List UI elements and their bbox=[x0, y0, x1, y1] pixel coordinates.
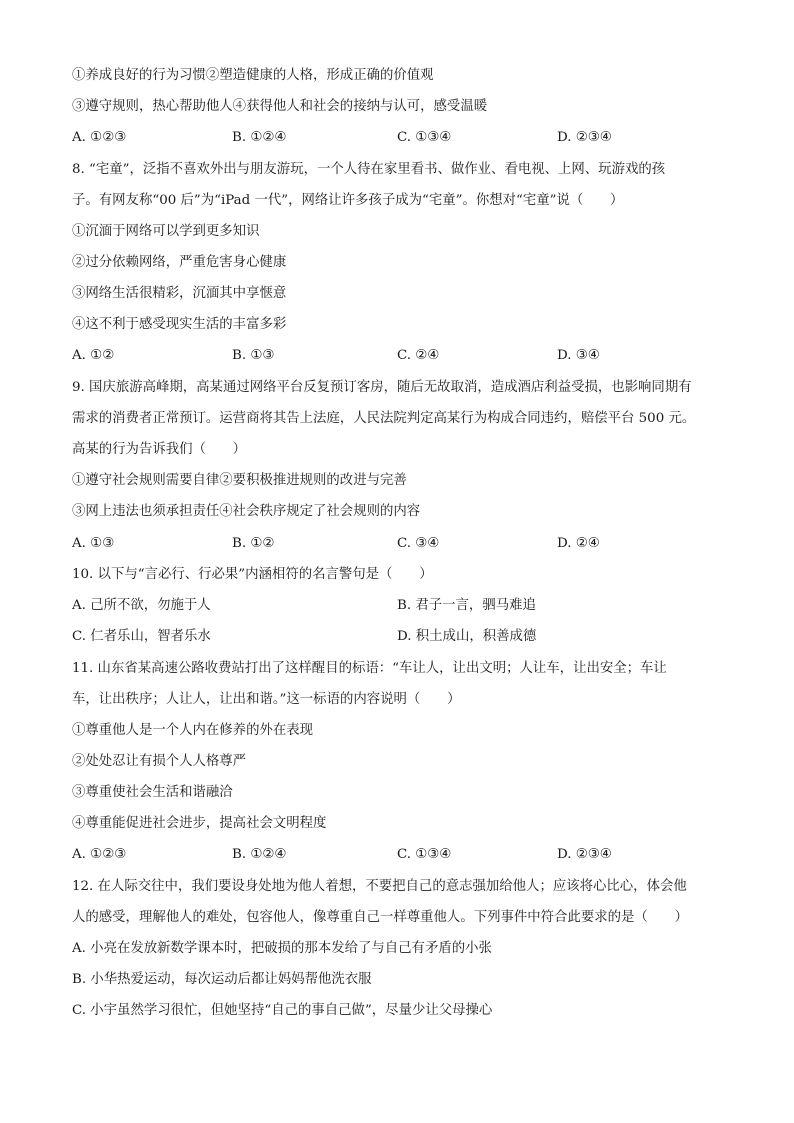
q9-stem-line-2: 需求的消费者正常预订。运营商将其告上法庭，人民法院判定高某行为构成合同违约，赔偿平台 500 元。 bbox=[72, 411, 696, 426]
q11-option-a[interactable]: A. ①②③ bbox=[72, 847, 127, 862]
q9-option-a[interactable]: A. ①③ bbox=[72, 536, 115, 551]
q9-option-d[interactable]: D. ②④ bbox=[557, 536, 600, 551]
q11-stem-line-1: 11. 山东省某高速公路收费站打出了这样醒目的标语：“车让人，让出文明；人让车，让出安全；车让 bbox=[72, 661, 667, 676]
q11-option-b[interactable]: B. ①②④ bbox=[232, 847, 287, 862]
q10-option-a[interactable]: A. 己所不欲，勿施于人 bbox=[72, 598, 211, 613]
q7-option-a[interactable]: A. ①②③ bbox=[72, 130, 127, 145]
q11-stem-line-2: 车，让出秩序；人让人，让出和谐。”这一标语的内容说明（ ） bbox=[72, 692, 461, 707]
q12-option-c[interactable]: C. 小宇虽然学习很忙，但她坚持“自己的事自己做”，尽量少让父母操心 bbox=[72, 1003, 493, 1018]
q8-statement-2: ②过分依赖网络，严重危害身心健康 bbox=[72, 255, 287, 270]
q10-option-b[interactable]: B. 君子一言，驷马难追 bbox=[397, 598, 536, 613]
q11-statement-2: ②处处忍让有损个人人格尊严 bbox=[72, 754, 247, 769]
q8-stem-line-2: 子。有网友称“00 后”为“iPad 一代”，网络让许多孩子成为“宅童”。你想对“宅童”说（ ） bbox=[72, 193, 624, 208]
q8-option-c[interactable]: C. ②④ bbox=[397, 348, 440, 363]
q8-statement-1: ①沉湎于网络可以学到更多知识 bbox=[72, 224, 260, 239]
q11-option-d[interactable]: D. ②③④ bbox=[557, 847, 612, 862]
q9-option-b[interactable]: B. ①② bbox=[232, 536, 275, 551]
q7-option-c[interactable]: C. ①③④ bbox=[397, 130, 452, 145]
q10-stem: 10. 以下与“言必行、行必果”内涵相符的名言警句是（ ） bbox=[72, 567, 433, 582]
q8-option-b[interactable]: B. ①③ bbox=[232, 348, 275, 363]
q11-statement-3: ③尊重使社会生活和谐融洽 bbox=[72, 785, 233, 800]
q8-option-d[interactable]: D. ③④ bbox=[557, 348, 600, 363]
q12-stem-line-1: 12. 在人际交往中，我们要设身处地为他人着想，不要把自己的意志强加给他人；应该将心比心，体会他 bbox=[72, 879, 687, 894]
q7-option-d[interactable]: D. ②③④ bbox=[557, 130, 612, 145]
q9-stem-line-1: 9. 国庆旅游高峰期，高某通过网络平台反复预订客房，随后无故取消，造成酒店利益受损，也影响同期有 bbox=[72, 380, 692, 395]
q8-stem-line-1: 8. “宅童”，泛指不喜欢外出与朋友游玩，一个人待在家里看书、做作业、看电视、上网、玩游戏的孩 bbox=[72, 162, 666, 177]
q12-stem-line-2: 人的感受，理解他人的难处，包容他人，像尊重自己一样尊重他人。下列事件中符合此要求的是（ ） bbox=[72, 910, 688, 925]
q9-option-c[interactable]: C. ③④ bbox=[397, 536, 440, 551]
q7-statement-1: ①养成良好的行为习惯②塑造健康的人格，形成正确的价值观 bbox=[72, 68, 434, 83]
q7-option-b[interactable]: B. ①②④ bbox=[232, 130, 287, 145]
q11-option-c[interactable]: C. ①③④ bbox=[397, 847, 452, 862]
q8-option-a[interactable]: A. ①② bbox=[72, 348, 115, 363]
q8-statement-4: ④这不利于感受现实生活的丰富多彩 bbox=[72, 317, 287, 332]
q11-statement-1: ①尊重他人是一个人内在修养的外在表现 bbox=[72, 723, 314, 738]
q12-option-a[interactable]: A. 小亮在发放新数学课本时，把破损的那本发给了与自己有矛盾的小张 bbox=[72, 941, 492, 956]
q9-statement-2: ③网上违法也须承担责任④社会秩序规定了社会规则的内容 bbox=[72, 504, 421, 519]
q9-stem-line-3: 高某的行为告诉我们（ ） bbox=[72, 442, 247, 457]
q9-statement-1: ①遵守社会规则需要自律②要积极推进规则的改进与完善 bbox=[72, 473, 407, 488]
q10-option-d[interactable]: D. 积土成山，积善成德 bbox=[397, 629, 537, 644]
q12-option-b[interactable]: B. 小华热爱运动，每次运动后都让妈妈帮他洗衣服 bbox=[72, 972, 372, 987]
q8-statement-3: ③网络生活很精彩，沉湎其中享惬意 bbox=[72, 286, 287, 301]
q7-statement-2: ③遵守规则，热心帮助他人④获得他人和社会的接纳与认可，感受温暖 bbox=[72, 99, 488, 114]
q11-statement-4: ④尊重能促进社会进步，提高社会文明程度 bbox=[72, 816, 327, 831]
q10-option-c[interactable]: C. 仁者乐山，智者乐水 bbox=[72, 629, 211, 644]
